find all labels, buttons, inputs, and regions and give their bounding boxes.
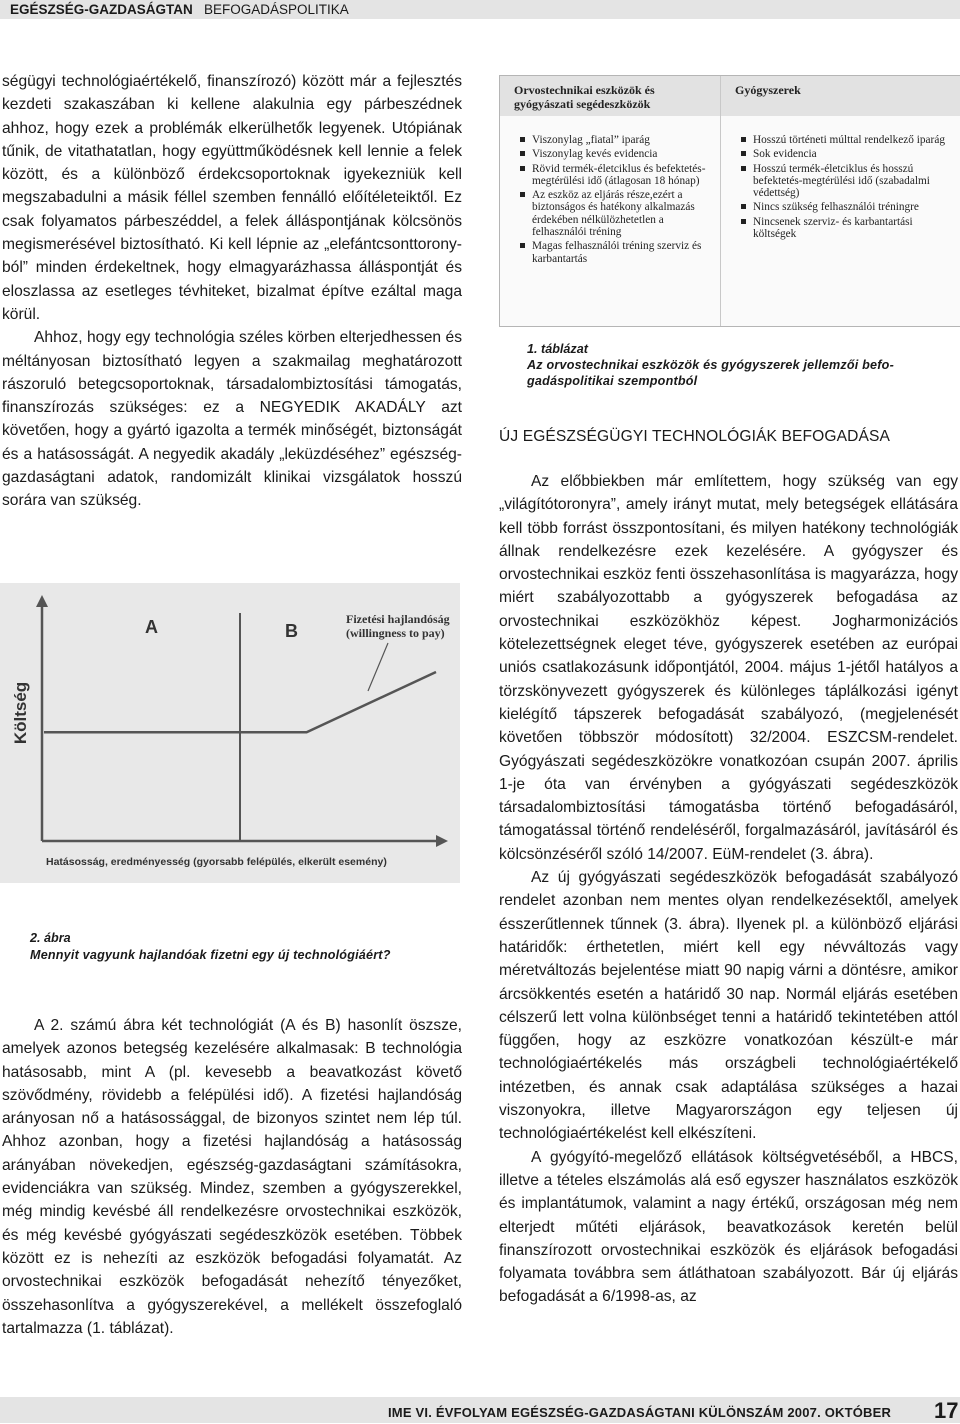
table-column-drugs bbox=[721, 76, 960, 326]
table-caption-text: Az orvostechnikai eszközök és gyógyszerek jellemzői befogadáspolitikai szempontból bbox=[527, 358, 894, 388]
table-item: Hosszú történeti múlttal rendelkező iparág bbox=[741, 134, 952, 146]
left-column bbox=[2, 70, 462, 513]
table-item: Magas felhasználói tréning szerviz és karbantartás bbox=[520, 240, 712, 265]
footer-journal: IME VI. ÉVFOLYAM EGÉSZSÉG-GAZDASÁGTANI KÜLÖNSZÁM 2007. OKTÓBER bbox=[388, 1405, 892, 1420]
table-item: Viszonylag kevés evidencia bbox=[520, 148, 712, 160]
page-footer bbox=[0, 1397, 960, 1423]
table-item: Az eszköz az eljárás része,ezért a biztonságos és hatékony alkalmazás érdekében nélkülözhetetlen a felhasználói tréning bbox=[520, 189, 712, 238]
table-item: Rövid termék-életciklus és befektetés-megtérülési idő (átlagosan 18 hónap) bbox=[520, 163, 712, 188]
table-column-devices bbox=[500, 76, 721, 326]
page-header bbox=[0, 0, 960, 19]
table-item: Sok evidencia bbox=[741, 148, 952, 160]
table-1-figure bbox=[499, 75, 960, 327]
table-item: Nincsenek szerviz- és karbantartási költségek bbox=[741, 216, 952, 241]
left-bottom-text bbox=[2, 1014, 462, 1340]
table-caption-number: 1. táblázat bbox=[527, 342, 588, 356]
right-column bbox=[499, 470, 958, 1309]
paragraph-left-3: A 2. számú ábra két technológiát (A és B) hasonlít öszsze, amelyek azonos betegség kezelésére alkalmasak: B technológia hatásosabb, mint A (pl. kevesebb a beavatkozást követő szövődmény, rövidebb a felépülési idő). A fizetési hajlandóság arányosan nő a hatásossággal, de bizonyos szintet nem lép túl. Ahhoz azonban, hogy a fizetési hajlandóság a hatásosság arányában növekedjen, egészség-gazdaságtani számításokra, evidenciákra van szükség. Mindez, szemben a gyógyszerekkel, még mindig kevésbé áll rendelkezésre orvostechnikai eszközök, és még kevésbé gyógyászati segédeszközök esetében. Többek között ez is nehezíti az eszközök befogadási folyamatát. Az orvostechnikai eszközök befogadását nehezítő tényezőket, összehasonlítva a gyógyszerekével, a mellékelt összefoglaló tartalmazza (1. táblázat). bbox=[2, 1017, 462, 1337]
x-axis-label: Hatásosság, eredményesség (gyorsabb felépülés, elkerült esemény) bbox=[46, 856, 387, 868]
table-item: Hosszú termék-életciklus és hosszú befektetés-megtérülési idő (szabadalmi védettség) bbox=[741, 163, 952, 200]
figure-caption-text: Mennyit vagyunk hajlandóak fizetni egy új technológiáért? bbox=[30, 948, 391, 962]
figure-caption-number: 2. ábra bbox=[30, 931, 71, 945]
table-header-drugs: Gyógyszerek bbox=[721, 76, 960, 116]
region-label-a: A bbox=[145, 617, 158, 637]
legend-label-line2: (willingness to pay) bbox=[346, 626, 445, 640]
region-label-b: B bbox=[285, 621, 298, 641]
chart-svg bbox=[0, 583, 460, 883]
y-axis-label: Költség bbox=[11, 681, 30, 745]
header-subsection: BEFOGADÁSPOLITIKA bbox=[204, 2, 349, 17]
table-item: Viszonylag „fiatal” iparág bbox=[520, 134, 712, 146]
table-list-drugs bbox=[721, 134, 960, 242]
table-item: Nincs szükség felhasználói tréningre bbox=[741, 201, 952, 213]
page-number: 17 bbox=[934, 1398, 959, 1423]
paragraph-right-3: A gyógyító-megelőző ellátások költségvetéséből, a HBCS, illetve a tételes elszámolás alá eső egyszer használatos eszközök és implantátumok, valamint a nagy értékű, országosan még nem elterjedt műtéti eljárások, beavatkozások keretén belül finanszírozott orvostechnikai eszközök és eljárások befogadási folyamata továbbra sem átláthatoan szabályozott. Bár új eljárás befogadását a 6/1998-as, az bbox=[499, 1148, 958, 1306]
header-section: EGÉSZSÉG-GAZDASÁGTAN bbox=[10, 2, 193, 17]
table-header-devices: Orvostechnikai eszközök és gyógyászati segédeszközök bbox=[500, 76, 720, 116]
table-1-caption bbox=[527, 341, 959, 389]
paragraph-left-1: ségügyi technológiaértékelő, finanszírozó) között már a fejlesztés kezdeti szakaszában ki kellene alakulnia egy párbeszédnek ahhoz, hogy ezek a problémák elkerülhetők legyenek. Utópiának tűnik, de vitathatatlan, hogy együttműködésnek kell lennie a felek között, és a különböző érdekcsoportoknak igyekezniük kell megszabadulni a másik féllel szemben fennálló előítéleteiktől. Ez csak folyamatos párbeszéddel, a felek álláspontjának kölcsönös megismerésével biztosítható. Ki kell lépnie az „elefántcsonttoronyból” minden érdekeltnek, hogy elmagyarázhassa álláspontját és eloszlassa az esetleges tévhiteket, bizalmat építve ezáltal maga körül. bbox=[2, 73, 462, 323]
legend-label-line1: Fizetési hajlandóság bbox=[346, 612, 450, 626]
paragraph-left-2: Ahhoz, hogy egy technológia széles körben elterjedhessen és méltányosan biztosítható legyen a szakmailag meghatározott rászoruló betegcsoportoknak, társadalombiztosítási támogatás, finanszírozás szükséges: ez a NEGYEDIK AKADÁLY azt követően, hogy a gyártó igazolta a termék minőségét, biztonságát és a hatásosságát. A negyedik akadály „leküzdéséhez” egészség-gazdaságtani adatok, randomizált klinikai vizsgálatok hosszú sorára van szükség. bbox=[2, 329, 462, 510]
section-title: ÚJ EGÉSZSÉGÜGYI TECHNOLÓGIÁK BEFOGADÁSA bbox=[499, 428, 890, 445]
paragraph-right-2: Az új gyógyászati segédeszközök befogadását szabályozó rendelet azonban nem mentes olyan rendelkezésektől, amelyek ésszerűtlennek tűnnek (3. ábra). Ilyenek pl. a különböző eljárási határidők: érthetetlen, miért kell egy névváltozás vagy méretváltozás bejelentése miatt 90 napig várni a döntésre, amikor árcsökkentés esetén a határidő 30 nap. Normál eljárás esetében célszerű lett volna különbséget tenni a határidő tekintetében attól függően, hogy az eszközre vonatkozóan készült-e már technológiaértékelés más országbeli technológiaértékelő intézetben, és annak csak adaptálása szükséges a hazai viszonyokra, illetve Magyarországon egy teljesen új technológiaértékelést kell elkészíteni. bbox=[499, 869, 958, 1143]
figure-2-caption bbox=[30, 930, 460, 964]
figure-2-chart bbox=[0, 583, 460, 883]
table-list-devices bbox=[500, 134, 720, 267]
paragraph-right-1: Az előbbiekben már említettem, hogy szükség van egy „világítótoronyra”, amely irányt mutat, mely betegségek ellátására kell több forrást összpontosítani, és milyen hatékony technológiák állnak rendelkezésre ezek kezelésére. A gyógyszer és orvostechnikai eszköz fenti összehasonlítása is magyarázza, hogy miért szabályozottabb a gyógyszerek befogadása az orvostechnikai eszközökhöz képest. Jogharmonizációs kötelezettségnek eleget téve, gyógyszerek esetében az európai uniós csatlakozásunk időpontjától, 2004. május 1-jétől hatályos a törzskönyvezett gyógyszerek és különleges táplálkozási igényt kielégítő tápszerek befogadását szabályozó, (megjelenését követően többször módosított) 32/2004. ESZCSM-rendelet. Gyógyászati segédeszközökre vonatkozóan csupán 2007. április 1-je óta van érvényben a gyógyászati segédeszközök társadalombiztosítási támogatásba történő befogadásáról, támogatással történő rendeléséről, forgalmazásáról, javításáról és kölcsönzéséről szóló 14/2007. EüM-rendelet (3. ábra). bbox=[499, 473, 958, 863]
